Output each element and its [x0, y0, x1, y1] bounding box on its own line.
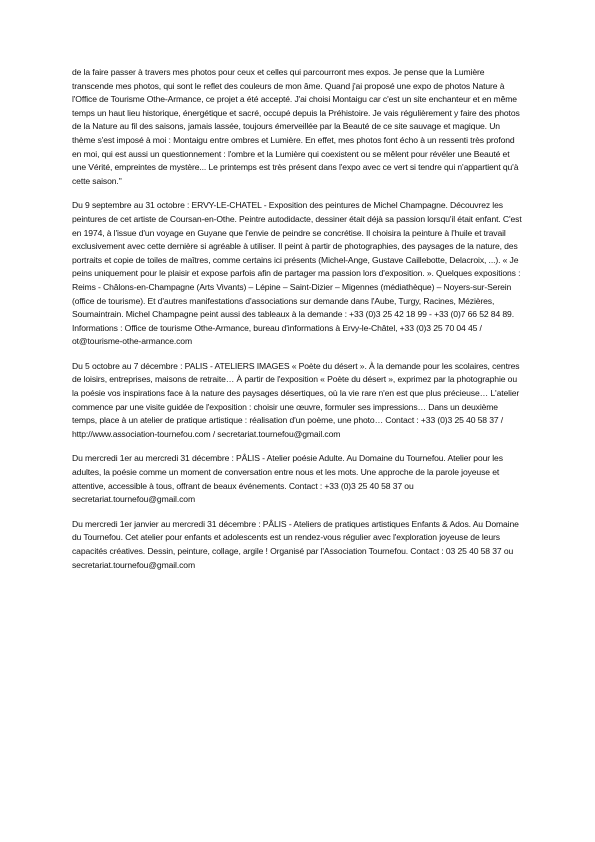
paragraph-montaigu-expo [72, 66, 524, 188]
paragraph-text: de la faire passer à travers mes photos pour ceux et celles qui parcourront mes expos. Je pense que la Lumière transcende mes photos, qui sont le reflet des couleurs de mon âme. Quand j'ai proposé une expo de photos Nature à l'Office de Tourisme Othe-Armance, ce projet a été accepté. J'ai choisi Montaigu car c'est un site enchanteur et en même temps un haut lieu historique, énergétique et sacré, occupé depuis la Préhistoire. Je vais régulièrement y faire des photos de la Nature au fil des saisons, jamais lassée, toujours émerveillée par la Beauté de ce site sauvage et magique. Un thème s'est imposé à moi : Montaigu entre ombres et Lumière. En effet, mes photos font écho à un ressenti très profond en moi, qui est aussi un questionnement : l'ombre et la Lumière qui coexistent ou se mêlent pour révéler une Beauté et une Vérité, empreintes de mystère... Le printemps est très présent dans l'expo avec ce vert si tendre qui n'appartient qu'à cette saison." [72, 67, 520, 186]
paragraph-text: Du mercredi 1er au mercredi 31 décembre : PÂLIS - Atelier poésie Adulte. Au Domaine du Tournefou. Atelier pour les adultes, la poésie comme un moment de conversation entre nous et les mots. Une approche de la parole joyeuse et attentive, accessible à tous, offrant de beaux événements. Contact : +33 (0)3 25 40 58 37 ou secretariat.tournefou@gmail.com [72, 453, 503, 505]
paragraph-text: Du 5 octobre au 7 décembre : PALIS - ATELIERS IMAGES « Poète du désert ». À la demande pour les scolaires, centres de loisirs, entreprises, maisons de retraite… À partir de l'exposition « Poète du désert », exprimez par la photographie ou la poésie vos inspirations face à la nature des paysages désertiques, où la vie rare n'en est que plus précieuse… L'atelier commence par une visite guidée de l'exposition : choisir une œuvre, formuler ses impressions… Dans un deuxième temps, place à un atelier de pratique artistique : réalisation d'un poème, une photo… Contact : +33 (0)3 25 40 58 37 / http://www.association-tournefou.com / secretariat.tournefou@gmail.com [72, 360, 520, 439]
paragraph-ervy-le-chatel [72, 199, 524, 349]
document-page [72, 66, 524, 583]
paragraph-text: Du mercredi 1er janvier au mercredi 31 décembre : PÂLIS - Ateliers de pratiques artistiques Enfants & Ados. Au Domaine du Tournefou. Cet atelier pour enfants et adolescents est un rendez-vous régulier avec l'exploration joyeuse de leurs capacités créatives. Dessin, peinture, collage, argile ! Organisé par l'Association Tournefou. Contact : 03 25 40 58 37 ou secretariat.tournefou@gmail.com [72, 518, 519, 570]
paragraph-text: Du 9 septembre au 31 octobre : ERVY-LE-CHATEL - Exposition des peintures de Michel Champagne. Découvrez les peintures de cet artiste de Coursan-en-Othe. Peintre autodidacte, dessiner était déjà sa passion lorsqu'il était enfant. C'est en 1974, à l'issue d'un voyage en Guyane que l'envie de peindre se concrétise. Il choisira la peinture à l'huile et travail exclusivement avec cette dernière si agréable à utiliser. Il peint à partir de photographies, des paysages de la nature, des portraits et copie de toiles de maîtres, comme certains ici présents (Michel-Ange, Gustave Caillebotte, Delacroix, ...). « Je peins uniquement pour le plaisir et expose parfois afin de partager ma passion lors d'exposition. ». Quelques expositions : Reims - Châlons-en-Champagne (Arts Vivants) – Lépine – Saint-Dizier – Migennes (médiathèque) – Noyers-sur-Serein (office de tourisme). Et d'autres manifestations d'associations sur demande dans l'Aube, Turgy, Racines, Mézières, Soumaintrain. Michel Champagne peint aussi des tableaux à la demande : +33 (0)3 25 42 18 99 - +33 (0)7 66 52 84 89. Informations : Office de tourisme Othe-Armance, bureau d'informations à Ervy-le-Châtel, +33 (0)3 25 70 04 45 / ot@tourisme-othe-armance.com [72, 200, 522, 347]
paragraph-palis-ateliers-images [72, 360, 524, 442]
paragraph-palis-enfants-ados [72, 518, 524, 572]
paragraph-palis-poesie-adulte [72, 452, 524, 506]
